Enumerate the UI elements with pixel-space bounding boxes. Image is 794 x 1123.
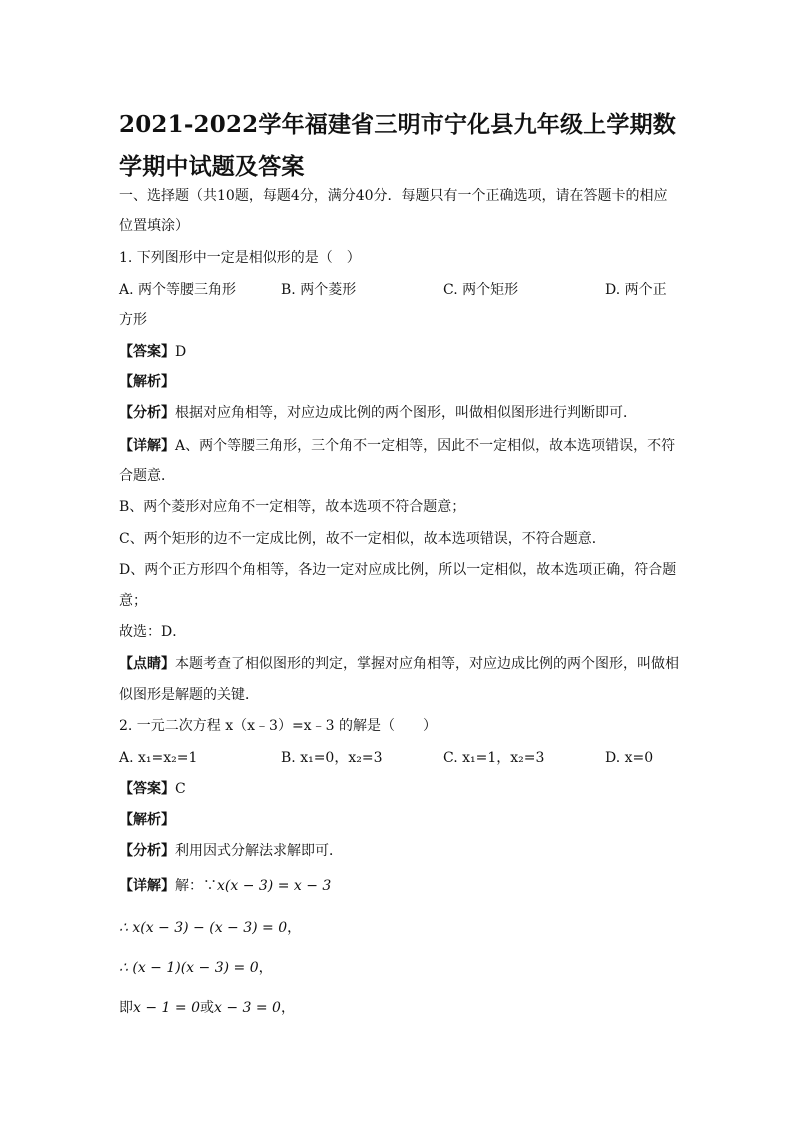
analysis-tag: 【分析】 bbox=[119, 843, 175, 859]
detail-tag: 【详解】 bbox=[119, 438, 175, 454]
q1-detail-c: C、两个矩形的边不一定成比例，故不一定相似，故本选项错误，不符合题意． bbox=[119, 531, 606, 547]
q2-answer: C bbox=[175, 781, 186, 797]
q2-analysis-text: 利用因式分解法求解即可． bbox=[175, 843, 343, 859]
q1-analysis-text: 根据对应角相等，对应边成比例的两个图形，叫做相似图形进行判断即可． bbox=[175, 405, 637, 421]
q1-comment-text: 本题考查了相似图形的判定，掌握对应角相等，对应边成比例的两个图形，叫做相 bbox=[175, 656, 679, 672]
step-4-equation-a: x − 1 = 0 bbox=[133, 1000, 200, 1016]
q2-detail-step-4 bbox=[119, 998, 295, 1018]
q2-jiexi-tag: 【解析】 bbox=[119, 812, 175, 828]
q1-stem: 1. 下列图形中一定是相似形的是（ ） bbox=[119, 250, 361, 266]
q1-detail-b: B、两个菱形对应角不一定相等，故本选项不符合题意； bbox=[119, 499, 466, 515]
step-2-equation: ∴ x(x − 3) − (x − 3) = 0 bbox=[119, 920, 288, 936]
q1-answer-line bbox=[119, 342, 186, 362]
q1-jiexi-tag: 【解析】 bbox=[119, 374, 175, 390]
answer-tag: 【答案】 bbox=[119, 781, 175, 797]
q1-option-b: B. 两个菱形 bbox=[281, 282, 357, 298]
q2-answer-line bbox=[119, 779, 186, 799]
step-4-equation-b: x − 3 = 0 bbox=[213, 1000, 281, 1016]
detail-tag: 【详解】 bbox=[119, 878, 175, 894]
q2-option-b: B. x₁=0，x₂=3 bbox=[281, 750, 383, 766]
step-1-equation: x(x − 3) = x − 3 bbox=[217, 878, 332, 894]
q1-choice: 故选：D． bbox=[119, 624, 187, 640]
q2-detail-step-3 bbox=[119, 958, 273, 978]
step-4-suffix: ， bbox=[280, 1000, 295, 1016]
q2-stem: 2. 一元二次方程 x（x﹣3）=x﹣3 的解是（ ） bbox=[119, 718, 437, 734]
q1-detail-line-1 bbox=[119, 436, 675, 456]
q1-option-a: A. 两个等腰三角形 bbox=[119, 282, 237, 298]
comment-tag: 【点睛】 bbox=[119, 656, 175, 672]
q2-detail-step-2 bbox=[119, 918, 301, 938]
q1-option-d-continued: 方形 bbox=[119, 312, 147, 328]
step-4-or: 或 bbox=[199, 1000, 214, 1016]
q1-option-d: D. 两个正 bbox=[605, 282, 667, 298]
q1-option-c: C. 两个矩形 bbox=[443, 282, 519, 298]
q1-detail-text: A、两个等腰三角形，三个角不一定相等，因此不一定相似，故本选项错误，不符 bbox=[175, 438, 676, 454]
q1-comment-line-2: 似图形是解题的关键． bbox=[119, 687, 259, 703]
q2-option-c: C. x₁=1，x₂=3 bbox=[443, 750, 545, 766]
step-1-prefix: 解：∵ bbox=[175, 878, 217, 894]
q1-comment-line-1 bbox=[119, 654, 679, 674]
q2-option-a: A. x₁=x₂=1 bbox=[119, 750, 198, 766]
q1-detail-line-2: 合题意． bbox=[119, 468, 175, 484]
q1-analysis bbox=[119, 403, 637, 423]
section-header-line-2: 位置填涂） bbox=[119, 218, 189, 234]
q1-detail-d-line-1: D、两个正方形四个角相等，各边一定对应成比例，所以一定相似，故本选项正确，符合题 bbox=[119, 562, 677, 578]
analysis-tag: 【分析】 bbox=[119, 405, 175, 421]
step-2-suffix: ， bbox=[287, 920, 302, 936]
section-header-line-1: 一、选择题（共10题，每题4分，满分40分．每题只有一个正确选项，请在答题卡的相应 bbox=[119, 188, 668, 204]
step-3-equation: ∴ (x − 1)(x − 3) = 0 bbox=[119, 960, 259, 976]
q2-detail-step-1 bbox=[119, 876, 331, 896]
q2-option-d: D. x=0 bbox=[605, 750, 654, 766]
q1-answer: D bbox=[175, 344, 187, 360]
answer-tag: 【答案】 bbox=[119, 344, 175, 360]
q2-analysis bbox=[119, 841, 343, 861]
step-3-suffix: ， bbox=[258, 960, 273, 976]
page-title: 2021-2022学年福建省三明市宁化县九年级上学期数学期中试题及答案 bbox=[119, 111, 676, 180]
q1-detail-d-line-2: 意； bbox=[119, 593, 147, 609]
step-4-prefix: 即 bbox=[119, 1000, 133, 1016]
